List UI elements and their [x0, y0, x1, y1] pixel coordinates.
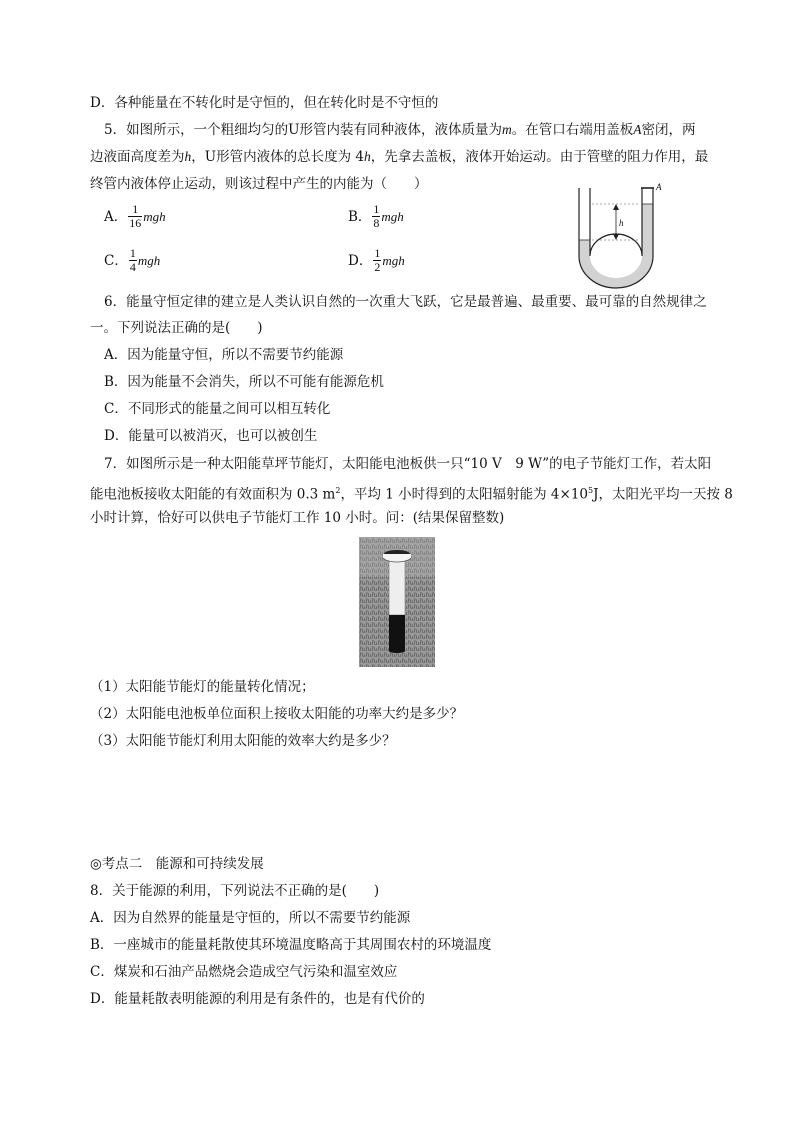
q5-option-a: A． $\frac{1}{16}$ mgh — [104, 202, 166, 230]
q4-option-d: D．各种能量在不转化时是守恒的，但在转化时是不守恒的 — [90, 95, 439, 111]
q8-option-c: C．煤炭和石油产品燃烧会造成空气污染和温室效应 — [90, 964, 398, 980]
q7-stem-line2: 能电池板接收太阳能的有效面积为 0.3 $m^2$，平均 1 小时得到的太阳辐射能为 $4\times 10^5J$，太阳光平均一天按 8 — [90, 486, 733, 503]
q7-stem-line3: 小时计算，恰好可以供电子节能灯工作 10 小时。问：(结果保留整数) — [90, 510, 505, 526]
lamp-post-white — [389, 557, 405, 615]
section-title: ◎考点二 能源和可持续发展 — [90, 856, 264, 872]
q7-stem-line1: 7．如图所示是一种太阳能草坪节能灯，太阳能电池板供一只“10 V 9 W”的电子节能灯工作，若太阳 — [104, 456, 712, 472]
u-tube-figure — [570, 182, 665, 290]
lamp-post-black — [389, 615, 405, 651]
q7-sub-2: （2）太阳能电池板单位面积上接收太阳能的功率大约是多少？ — [90, 706, 464, 722]
q7-sub-1: （1）太阳能节能灯的能量转化情况； — [90, 679, 315, 695]
q8-stem: 8．关于能源的利用，下列说法不正确的是( ) — [90, 883, 380, 899]
label-h: h — [619, 218, 624, 228]
q6-option-d: D．能量可以被消灭，也可以被创生 — [104, 428, 318, 444]
label-a: A — [656, 182, 662, 192]
q5-option-d: D． $\frac{1}{2}$ mgh — [348, 246, 405, 274]
q6-stem-line2: 一。下列说法正确的是( ) — [90, 320, 263, 336]
q5-option-c: C． $\frac{1}{4}$ mgh — [104, 246, 161, 274]
q8-option-d: D．能量耗散表明能源的利用是有条件的，也是有代价的 — [90, 991, 425, 1007]
q6-option-a: A．因为能量守恒，所以不需要节约能源 — [104, 347, 344, 363]
fraction: $\frac{1}{8}$ — [373, 202, 380, 230]
q6-stem-line1: 6．能量守恒定律的建立是人类认识自然的一次重大飞跃，它是最普遍、最重要、最可靠的自然规律之 — [104, 294, 707, 310]
q6-option-b: B．因为能量不会消失，所以不可能有能源危机 — [104, 374, 384, 390]
q6-option-c: C．不同形式的能量之间可以相互转化 — [104, 401, 331, 417]
q8-option-a: A．因为自然界的能量是守恒的，所以不需要节约能源 — [90, 910, 411, 926]
q5-stem-line1: 5．如图所示，一个粗细均匀的U形管内装有同种液体，液体质量为m。在管口右端用盖板A密闭，两 — [104, 122, 696, 138]
fraction: $\frac{1}{16}$ — [129, 202, 142, 230]
fraction: $\frac{1}{4}$ — [129, 246, 136, 274]
q5-stem-line2: 边液面高度差为h，U形管内液体的总长度为 4h，先拿去盖板，液体开始运动。由于管壁的阻力作用，最 — [90, 149, 709, 165]
solar-lamp-photo — [359, 537, 435, 667]
q5-stem-line3: 终管内液体停止运动，则该过程中产生的内能为（ ） — [90, 176, 428, 192]
q7-sub-3: （3）太阳能节能灯利用太阳能的效率大约是多少？ — [90, 733, 396, 749]
q8-option-b: B．一座城市的能量耗散使其环境温度略高于其周围农村的环境温度 — [90, 937, 492, 953]
q5-option-b: B． $\frac{1}{8}$ mgh — [348, 202, 404, 230]
fraction: $\frac{1}{2}$ — [374, 246, 381, 274]
